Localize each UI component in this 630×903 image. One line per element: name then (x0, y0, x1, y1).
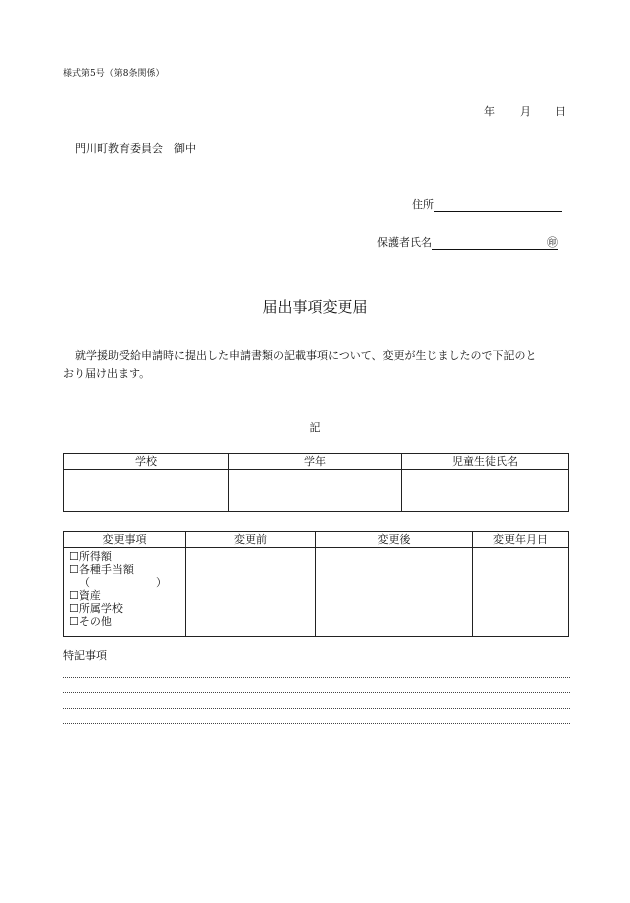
school-cell[interactable] (64, 470, 229, 512)
address-field[interactable] (434, 198, 562, 212)
header-school: 学校 (64, 454, 229, 470)
document-title: 届出事項変更届 (262, 298, 368, 316)
form-number: 様式第5号（第8条関係） (63, 69, 165, 79)
checkbox-allowance[interactable]: ☐各種手当額 (69, 563, 134, 576)
body-line-2: おり届け出ます。 (63, 367, 151, 380)
remarks-line-2[interactable] (63, 692, 570, 693)
remarks-line-3[interactable] (63, 708, 570, 709)
date-year-label: 年 (484, 105, 495, 118)
ki-label: 記 (309, 421, 321, 434)
guardian-name-field[interactable] (432, 236, 547, 250)
student-info-table (63, 453, 569, 512)
remarks-label: 特記事項 (63, 649, 107, 662)
after-cell[interactable] (316, 548, 473, 637)
body-line-1: 就学援助受給申請時に提出した申請書類の記載事項について、変更が生じましたので下記のと (75, 349, 537, 362)
date-day-label: 日 (555, 105, 566, 118)
change-items-table (63, 531, 569, 637)
guardian-row (377, 234, 558, 250)
date-month-label: 月 (520, 105, 531, 118)
addressee: 門川町教育委員会 御中 (75, 142, 196, 155)
address-label: 住所 (412, 198, 434, 211)
header-change-item: 変更事項 (64, 532, 186, 548)
address-row (412, 196, 562, 212)
student-name-cell[interactable] (402, 470, 569, 512)
change-date-cell[interactable] (473, 548, 569, 637)
change-item-list (64, 548, 186, 637)
header-after: 変更後 (316, 532, 473, 548)
remarks-line-4[interactable] (63, 723, 570, 724)
checkbox-assets[interactable]: ☐資産 (69, 589, 101, 602)
header-grade: 学年 (229, 454, 402, 470)
checkbox-other[interactable]: ☐その他 (69, 615, 112, 628)
header-student-name: 児童生徒氏名 (402, 454, 569, 470)
before-cell[interactable] (186, 548, 316, 637)
header-change-date: 変更年月日 (473, 532, 569, 548)
header-before: 変更前 (186, 532, 316, 548)
checkbox-school[interactable]: ☐所属学校 (69, 602, 123, 615)
checkbox-income[interactable]: ☐所得額 (69, 550, 112, 563)
guardian-label: 保護者氏名 (377, 236, 432, 249)
remarks-line-1[interactable] (63, 677, 570, 678)
grade-cell[interactable] (229, 470, 402, 512)
seal-mark: ㊞ (547, 236, 558, 249)
allowance-detail-field[interactable]: （ ） (79, 576, 167, 589)
